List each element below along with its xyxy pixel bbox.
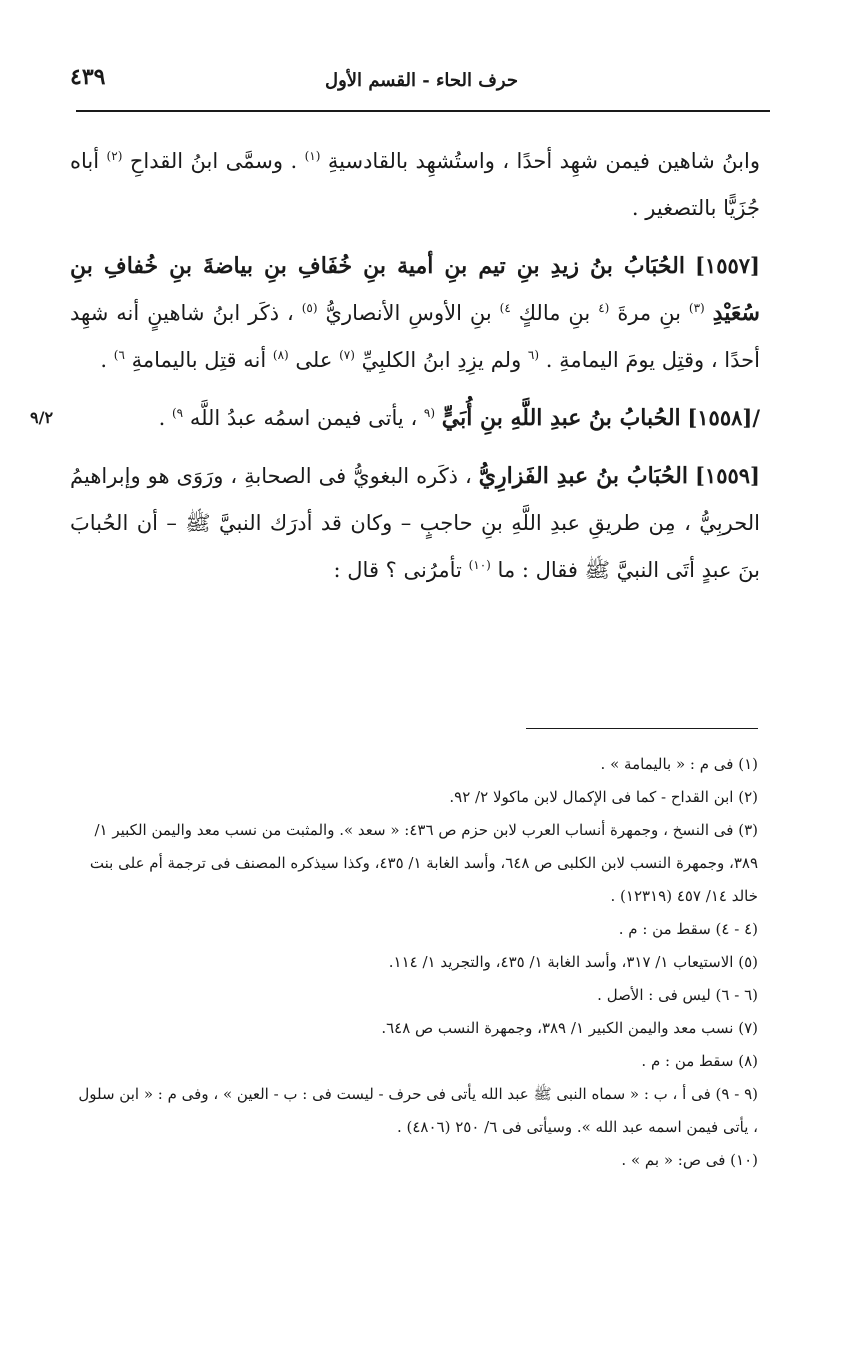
footnote-marker: (٨) [272, 348, 289, 362]
footnote-marker: (٣) [688, 301, 705, 315]
paragraph-continuation [70, 138, 760, 232]
entry-number: [١٥٥٧] [694, 253, 760, 278]
text-segment: على [295, 348, 333, 372]
footnote-marker: ٩) [171, 406, 184, 420]
footnote-6: (٦ - ٦) ليس فى : الأصل . [597, 986, 758, 1004]
text-segment: ولم يزِدِ ابنُ الكلبِيِّ [361, 348, 522, 372]
text-segment: تأمرُنى ؟ قال : [333, 558, 462, 582]
text-segment: بنِ الأوسِ الأنصاريُّ [325, 301, 492, 325]
footnote-marker: (٢) [106, 149, 123, 163]
text-segment: . [158, 406, 166, 430]
footnote-1: (١) فى م : « باليمامة » . [600, 755, 758, 773]
entry-name: الحُبَابُ بنُ زيدِ بنِ تيم بنِ أمية بنِ خُفَافِ بنِ بياضةَ بنِ خُفافِ بنِ سُعَيْدِ [70, 253, 760, 326]
header-rule [76, 110, 770, 112]
footnote-7: (٧) نسب معد واليمن الكبير ١/ ٣٨٩، وجمهرة النسب ص ٦٤٨. [381, 1019, 758, 1037]
footnote-marker: (٩ [423, 406, 436, 420]
margin-reference: ٩/٢ [30, 408, 54, 427]
entry-name: الحُبَابُ بنُ عبدِ الفَزارِيُّ [478, 463, 688, 489]
text-segment: أنه قتِل باليمامةِ [131, 348, 267, 372]
entry-1559 [70, 452, 760, 594]
entry-name: الحُبابُ بنُ عبدِ اللَّهِ بنِ أُبَيٍّ [441, 405, 681, 431]
footnote-2: (٢) ابن القداح - كما فى الإكمال لابن ماكولا ٢/ ٩٢. [449, 788, 758, 806]
footnote-5: (٥) الاستيعاب ١/ ٣١٧، وأسد الغابة ١/ ٤٣٥، والتجريد ١/ ١١٤. [388, 953, 758, 971]
entry-number: [١٥٥٩] [694, 463, 760, 488]
text-segment: أباه جُزَيًّا بالتصغير . [70, 149, 760, 220]
footnote-4: (٤ - ٤) سقط من : م . [618, 920, 758, 938]
footnote-marker: (٦ [527, 348, 540, 362]
text-segment: . وسمَّى ابنُ القداحِ [129, 149, 298, 173]
page-number: ٤٣٩ [70, 64, 106, 90]
main-text [30, 138, 760, 594]
entry-1557 [70, 242, 760, 384]
entry-number: /[١٥٥٨] [687, 405, 760, 430]
footnote-3: (٣) فى النسخ ، وجمهرة أنساب العرب لابن حزم ص ٤٣٦: « سعد ». والمثبت من نسب معد واليمن الكبير ١/ ٣٨٩، وجمهرة النسب لابن الكلبى ص ٦٤٨، وأسد الغابة ١/ ٤٣٥، وكذا سيذكره المصنف فى ترجمة أم على بنت خالد ١٤/ ٤٥٧ (١٢٣١٩) . [89, 821, 758, 905]
text-segment: بنِ مرةَ [617, 301, 681, 325]
text-segment: ، ذكَره البغويُّ فى الصحابةِ ، ورَوَى هو وإبراهيمُ الحربِيُّ ، مِن طريقِ عبدِ اللَّهِ بنِ حاجبٍ – وكان قد أدرَك النبيَّ ﷺ – أن الحُبابَ بنَ عبدٍ أتَى النبيَّ ﷺ فقال : ما [70, 464, 760, 582]
footnote-marker: (١) [304, 149, 321, 163]
footnote-marker: ٦) [113, 348, 125, 362]
text-segment: وابنُ شاهين فيمن شهِد أحدًا ، واستُشهِد بالقادسيةِ [327, 149, 760, 173]
text-segment: ، يأتى فيمن اسمُه عبدُ اللَّه [189, 406, 418, 430]
footnote-10: (١٠) فى ص: « بم » . [621, 1151, 758, 1169]
footnote-marker: (١٠) [468, 558, 491, 572]
footnote-separator [526, 728, 758, 729]
footnote-9: (٩ - ٩) فى أ ، ب : « سماه النبى ﷺ عبد الله يأتى فى حرف - ليست فى : ب - العين » ، وفى م : « ابن سلول ، يأتى فيمن اسمه عبد الله ». وسيأتى فى ٦/ ٢٥٠ (٤٨٠٦) . [78, 1085, 758, 1136]
text-segment: . [100, 348, 108, 372]
footnote-8: (٨) سقط من : م . [641, 1052, 758, 1070]
running-header [70, 64, 768, 104]
footnote-marker: (٤ [598, 301, 610, 315]
footnote-marker: (٥) [301, 301, 318, 315]
text-segment: ، ذكَر ابنُ شاهينٍ أنه شهِد أحدًا ، وقتِل يومَ اليمامةِ . [70, 301, 760, 372]
footnote-marker: ٤) [499, 301, 511, 315]
entry-1558 [30, 394, 760, 442]
footnotes [70, 748, 758, 1177]
footnote-marker: (٧) [339, 348, 355, 362]
text-segment: بنِ مالكٍ [518, 301, 591, 325]
page-header-title: حرف الحاء - القسم الأول [325, 70, 518, 91]
